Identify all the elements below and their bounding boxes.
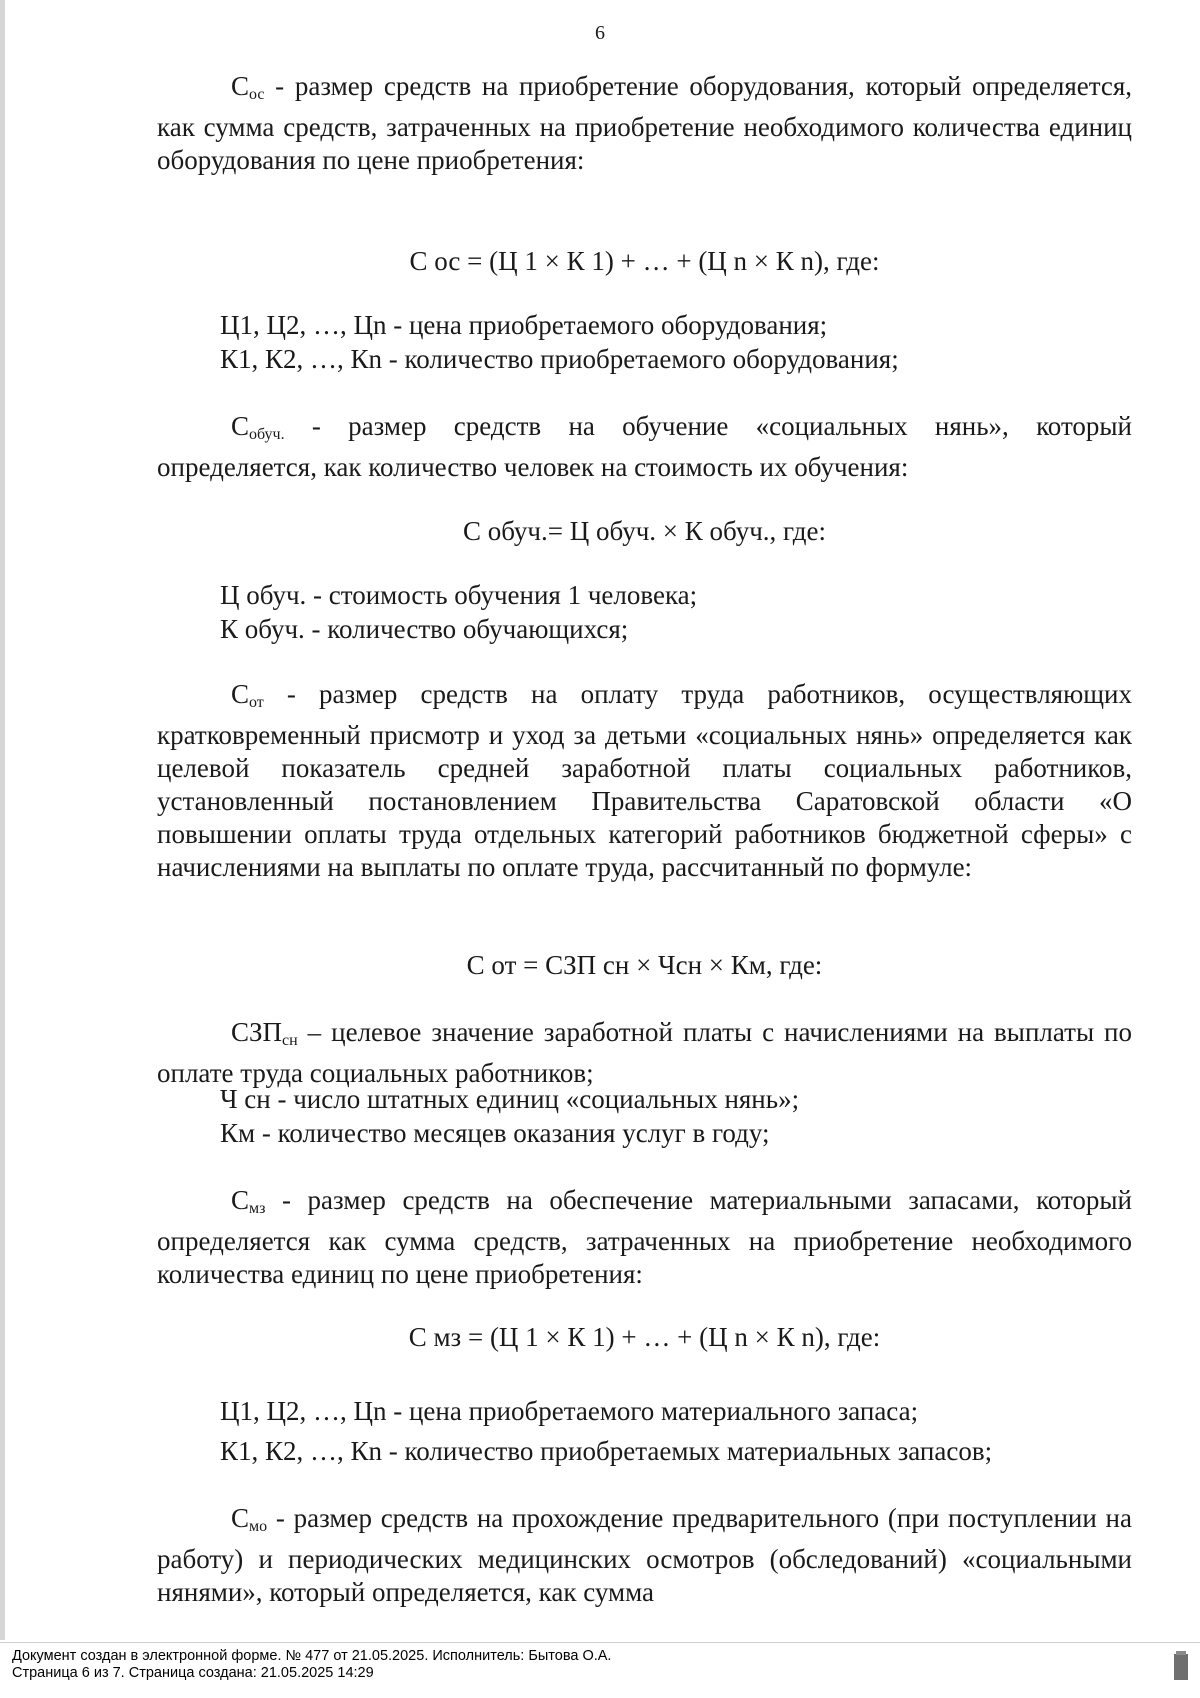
definition-line: Ц обуч. - стоимость обучения 1 человека; (220, 580, 698, 610)
subscript: ос (249, 86, 265, 103)
definition-line: К1, К2, …, Кn - количество приобретаемых материальных запасов; (220, 1436, 993, 1466)
definition-line: Ц1, Ц2, …, Цn - цена приобретаемого оборудования; (220, 310, 828, 340)
footer-line-2: Страница 6 из 7. Страница создана: 21.05.2025 14:29 (12, 1665, 374, 1681)
paragraph-medical (157, 1502, 1132, 1609)
paragraph-text: - размер средств на обучение «социальных нянь», который определяется, как количество человек на стоимость их обучения: (157, 411, 1132, 482)
paragraph-text: - размер средств на обеспечение материальными запасами, который определяется как сумма средств, затраченных на приобретение необходимого количества единиц по цене приобретения: (157, 1185, 1132, 1289)
symbol: С (231, 1503, 250, 1533)
symbol: С (231, 411, 250, 441)
definition-line: К обуч. - количество обучающихся; (220, 614, 629, 644)
paragraph-equipment (157, 70, 1132, 177)
subscript: мз (249, 1200, 266, 1217)
paragraph-training (157, 410, 1132, 484)
definition-line: К1, К2, …, Кn - количество приобретаемого оборудования; (220, 344, 899, 374)
footer-divider (0, 1642, 1200, 1643)
symbol: С (231, 1185, 250, 1215)
formula-equipment: С ос = (Ц 1 × К 1) + … + (Ц n × К n), где: (409, 246, 880, 276)
subscript: от (249, 694, 264, 711)
paragraph-materials (157, 1184, 1132, 1291)
formula-materials: С мз = (Ц 1 × К 1) + … + (Ц n × К n), где: (408, 1322, 881, 1352)
symbol: С (231, 71, 250, 101)
symbol: С (231, 679, 250, 709)
page-number: 6 (595, 22, 605, 44)
definition-line: Км - количество месяцев оказания услуг в году; (220, 1118, 770, 1148)
paragraph-text: - размер средств на прохождение предварительного (при поступлении на работу) и периодических медицинских осмотров (обследований) «социальными нянями», который определяется, как сумма (157, 1503, 1132, 1607)
paragraph-text: - размер средств на приобретение оборудования, который определяется, как сумма средств, затраченных на приобретение необходимого количества единиц оборудования по цене приобретения: (157, 71, 1132, 175)
subscript: сн (282, 1032, 298, 1049)
definition-line: Ч сн - число штатных единиц «социальных нянь»; (220, 1084, 800, 1114)
document-footer (12, 1648, 611, 1682)
definition-line: Ц1, Ц2, …, Цn - цена приобретаемого материального запаса; (220, 1396, 919, 1426)
subscript: обуч. (249, 426, 285, 443)
formula-training: С обуч.= Ц обуч. × К обуч., где: (462, 516, 827, 546)
paragraph-text: - размер средств на оплату труда работников, осуществляющих кратковременный присмотр и уход за детьми «социальных нянь» определяется как целевой показатель средней заработной платы социальных работников, установленный постановлением Правительства Саратовской области «О повышении оплаты труда отдельных категорий работников бюджетной сферы» с начислениями на выплаты по оплате труда, рассчитанный по формуле: (157, 679, 1132, 882)
paragraph-labor (157, 678, 1132, 884)
paragraph-text: – целевое значение заработной платы с начислениями на выплаты по оплате труда социальных работников; (157, 1017, 1132, 1088)
scan-edge (0, 0, 5, 1640)
formula-labor: С от = СЗП сн × Чсн × Км, где: (466, 950, 823, 980)
subscript: мо (249, 1518, 268, 1535)
coat-of-arms-icon (1172, 1650, 1190, 1684)
footer-line-1: Документ создан в электронной форме. № 477 от 21.05.2025. Исполнитель: Бытова О.А. (12, 1648, 612, 1664)
symbol: СЗП (231, 1017, 283, 1047)
paragraph-salary-def (157, 1016, 1132, 1090)
